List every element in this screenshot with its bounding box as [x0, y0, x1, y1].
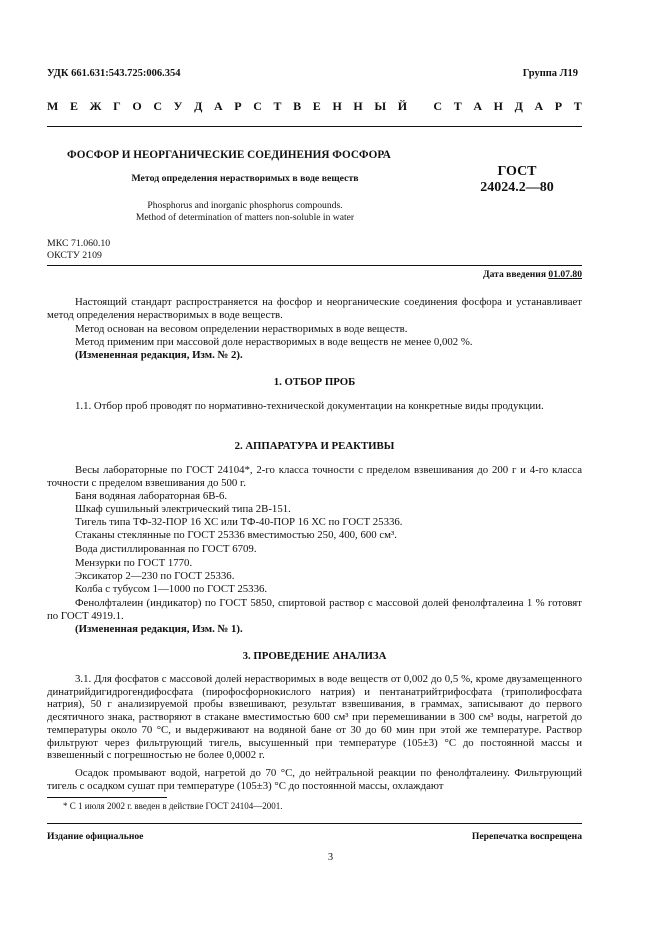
banner-letter: А: [213, 99, 223, 113]
footer-divider: [47, 823, 582, 824]
english-title-line-2: Method of determination of matters non-soluble in water: [135, 212, 355, 223]
banner-letter: Н: [493, 99, 503, 113]
equipment-item: Колба с тубусом 1—1000 по ГОСТ 25336.: [75, 583, 268, 595]
banner-letter: Т: [273, 99, 282, 113]
udk-code: УДК 661.631:543.725:006.354: [47, 68, 181, 79]
banner-letter: Т: [573, 99, 582, 113]
intro-change-note: (Измененная редакция, Изм. № 2).: [75, 349, 243, 361]
equipment-item: Мензурки по ГОСТ 1770.: [75, 557, 193, 569]
banner-letter: Д: [194, 99, 203, 113]
equipment-item: Шкаф сушильный электрический типа 2В-151.: [75, 503, 291, 515]
footnote: * С 1 июля 2002 г. введен в действие ГОСТ 24104—2001.: [63, 801, 283, 811]
equipment-item: Весы лабораторные по ГОСТ 24104*, 2-го класса точности с пределом взвешивания до 200 г и 4-го класса точности с пределом взвешивания до 500 г.: [47, 464, 582, 489]
section-3-heading: 3. ПРОВЕДЕНИЕ АНАЛИЗА: [242, 650, 387, 662]
middle-divider: [47, 265, 582, 266]
section-1-paragraph: 1.1. Отбор проб проводят по нормативно-технической документации на конкретные виды продукции.: [75, 400, 544, 412]
date-label: Дата введения: [482, 269, 547, 280]
banner-letter: Г: [113, 99, 121, 113]
banner-letter: Р: [234, 99, 242, 113]
equipment-item: Вода дистиллированная по ГОСТ 6709.: [75, 543, 257, 555]
date-value: 01.07.80: [548, 269, 582, 280]
banner-letter: Е: [312, 99, 321, 113]
section-2-change-note: (Измененная редакция, Изм. № 1).: [75, 623, 243, 635]
top-divider: [47, 126, 582, 127]
section-2-heading: 2. АППАРАТУРА И РЕАКТИВЫ: [234, 440, 395, 452]
introduction-date: [483, 269, 582, 280]
interstate-standard-banner: [47, 99, 582, 114]
footnote-divider: [47, 797, 167, 798]
banner-letter: С: [253, 99, 262, 113]
gost-number: 24024.2—80: [480, 180, 554, 195]
banner-letter: Ы: [374, 99, 387, 113]
gost-label: ГОСТ: [497, 164, 537, 179]
equipment-item: Эксикатор 2—230 по ГОСТ 25336.: [75, 570, 235, 582]
english-title-line-1: Phosphorus and inorganic phosphorus compounds.: [147, 200, 343, 211]
section-3-paragraph-1: 3.1. Для фосфатов с массовой долей нерастворимых в воде веществ от 0,002 до 0,5 %, кроме двузамещенного динатрийдигидрогендифосфата (пирофосфорнокислого натрия) и пентанатрийтрифосфата (триполифосфата натрия), 50 г анализируемой пробы взвешивают, результат взвешивания, в граммах, записывают до первого десятичного знака, растворяют в стакане вместимостью 600 см³ при перемешивании в 300 см³ воды, нагретой до температуры около 70 °С, и выдерживают на водяной бане от 30 до 60 мин при этой же температуре. Раствор фильтруют через фильтрующий тигель, высушенный при температуре (105±3) °С до постоянной массы и взвешенный с погрешностью не более 0,0002 г.: [47, 673, 582, 762]
banner-letter: В: [293, 99, 302, 113]
banner-gap: [419, 99, 422, 114]
intro-paragraph-1: Настоящий стандарт распространяется на фосфор и неорганические соединения фосфора и устанавливает метод определения нерастворимых в воде веществ.: [47, 296, 582, 321]
banner-letter: С: [433, 99, 443, 113]
equipment-item: Баня водяная лабораторная 6В-6.: [75, 490, 228, 502]
page-number: 3: [327, 852, 334, 863]
intro-paragraph-2: Метод основан на весовом определении нерастворимых в воде веществ.: [75, 323, 408, 335]
section-1-heading: 1. ОТБОР ПРОБ: [273, 376, 356, 388]
official-edition-label: Издание официальное: [47, 831, 144, 842]
banner-letter: Н: [353, 99, 363, 113]
intro-paragraph-3: Метод применим при массовой доле нерастворимых в воде веществ не менее 0,002 %.: [75, 336, 473, 348]
banner-letter: У: [173, 99, 183, 113]
document-title: ФОСФОР И НЕОРГАНИЧЕСКИЕ СОЕДИНЕНИЯ ФОСФОРА: [67, 149, 391, 161]
banner-letter: С: [153, 99, 162, 113]
banner-letter: А: [473, 99, 482, 113]
banner-letter: Ж: [89, 99, 102, 113]
okstu-code: ОКСТУ 2109: [47, 250, 102, 261]
banner-letter: М: [47, 99, 59, 113]
banner-letter: Е: [69, 99, 78, 113]
document-subtitle: Метод определения нерастворимых в воде веществ: [131, 173, 359, 184]
document-title-english: [70, 200, 420, 224]
banner-letter: Н: [332, 99, 342, 113]
reprint-prohibited-label: Перепечатка воспрещена: [471, 831, 582, 842]
banner-letter: Й: [397, 99, 408, 113]
banner-letter: О: [132, 99, 142, 113]
banner-letter: Т: [453, 99, 462, 113]
group-code: Группа Л19: [522, 68, 578, 79]
banner-letter: Р: [554, 99, 563, 113]
equipment-item: Фенолфталеин (индикатор) по ГОСТ 5850, спиртовой раствор с массовой долей фенолфталеина 1 % готовят по ГОСТ 4919.1.: [47, 597, 582, 622]
mks-code: МКС 71.060.10: [47, 238, 111, 249]
gost-designation: [472, 164, 562, 196]
section-3-paragraph-2: Осадок промывают водой, нагретой до 70 °С, до нейтральной реакции по фенолфталеину. Фильтрующий тигель с осадком сушат при температуре (105±3) °С до постоянной массы, охлаждают: [47, 767, 582, 792]
banner-letter: А: [534, 99, 544, 113]
equipment-item: Стаканы стеклянные по ГОСТ 25336 вместимостью 250, 400, 600 см³.: [75, 529, 397, 541]
equipment-item: Тигель типа ТФ-32-ПОР 16 ХС или ТФ-40-ПОР 16 ХС по ГОСТ 25336.: [75, 516, 403, 528]
banner-letter: Д: [514, 99, 523, 113]
classification-codes: [47, 238, 110, 262]
